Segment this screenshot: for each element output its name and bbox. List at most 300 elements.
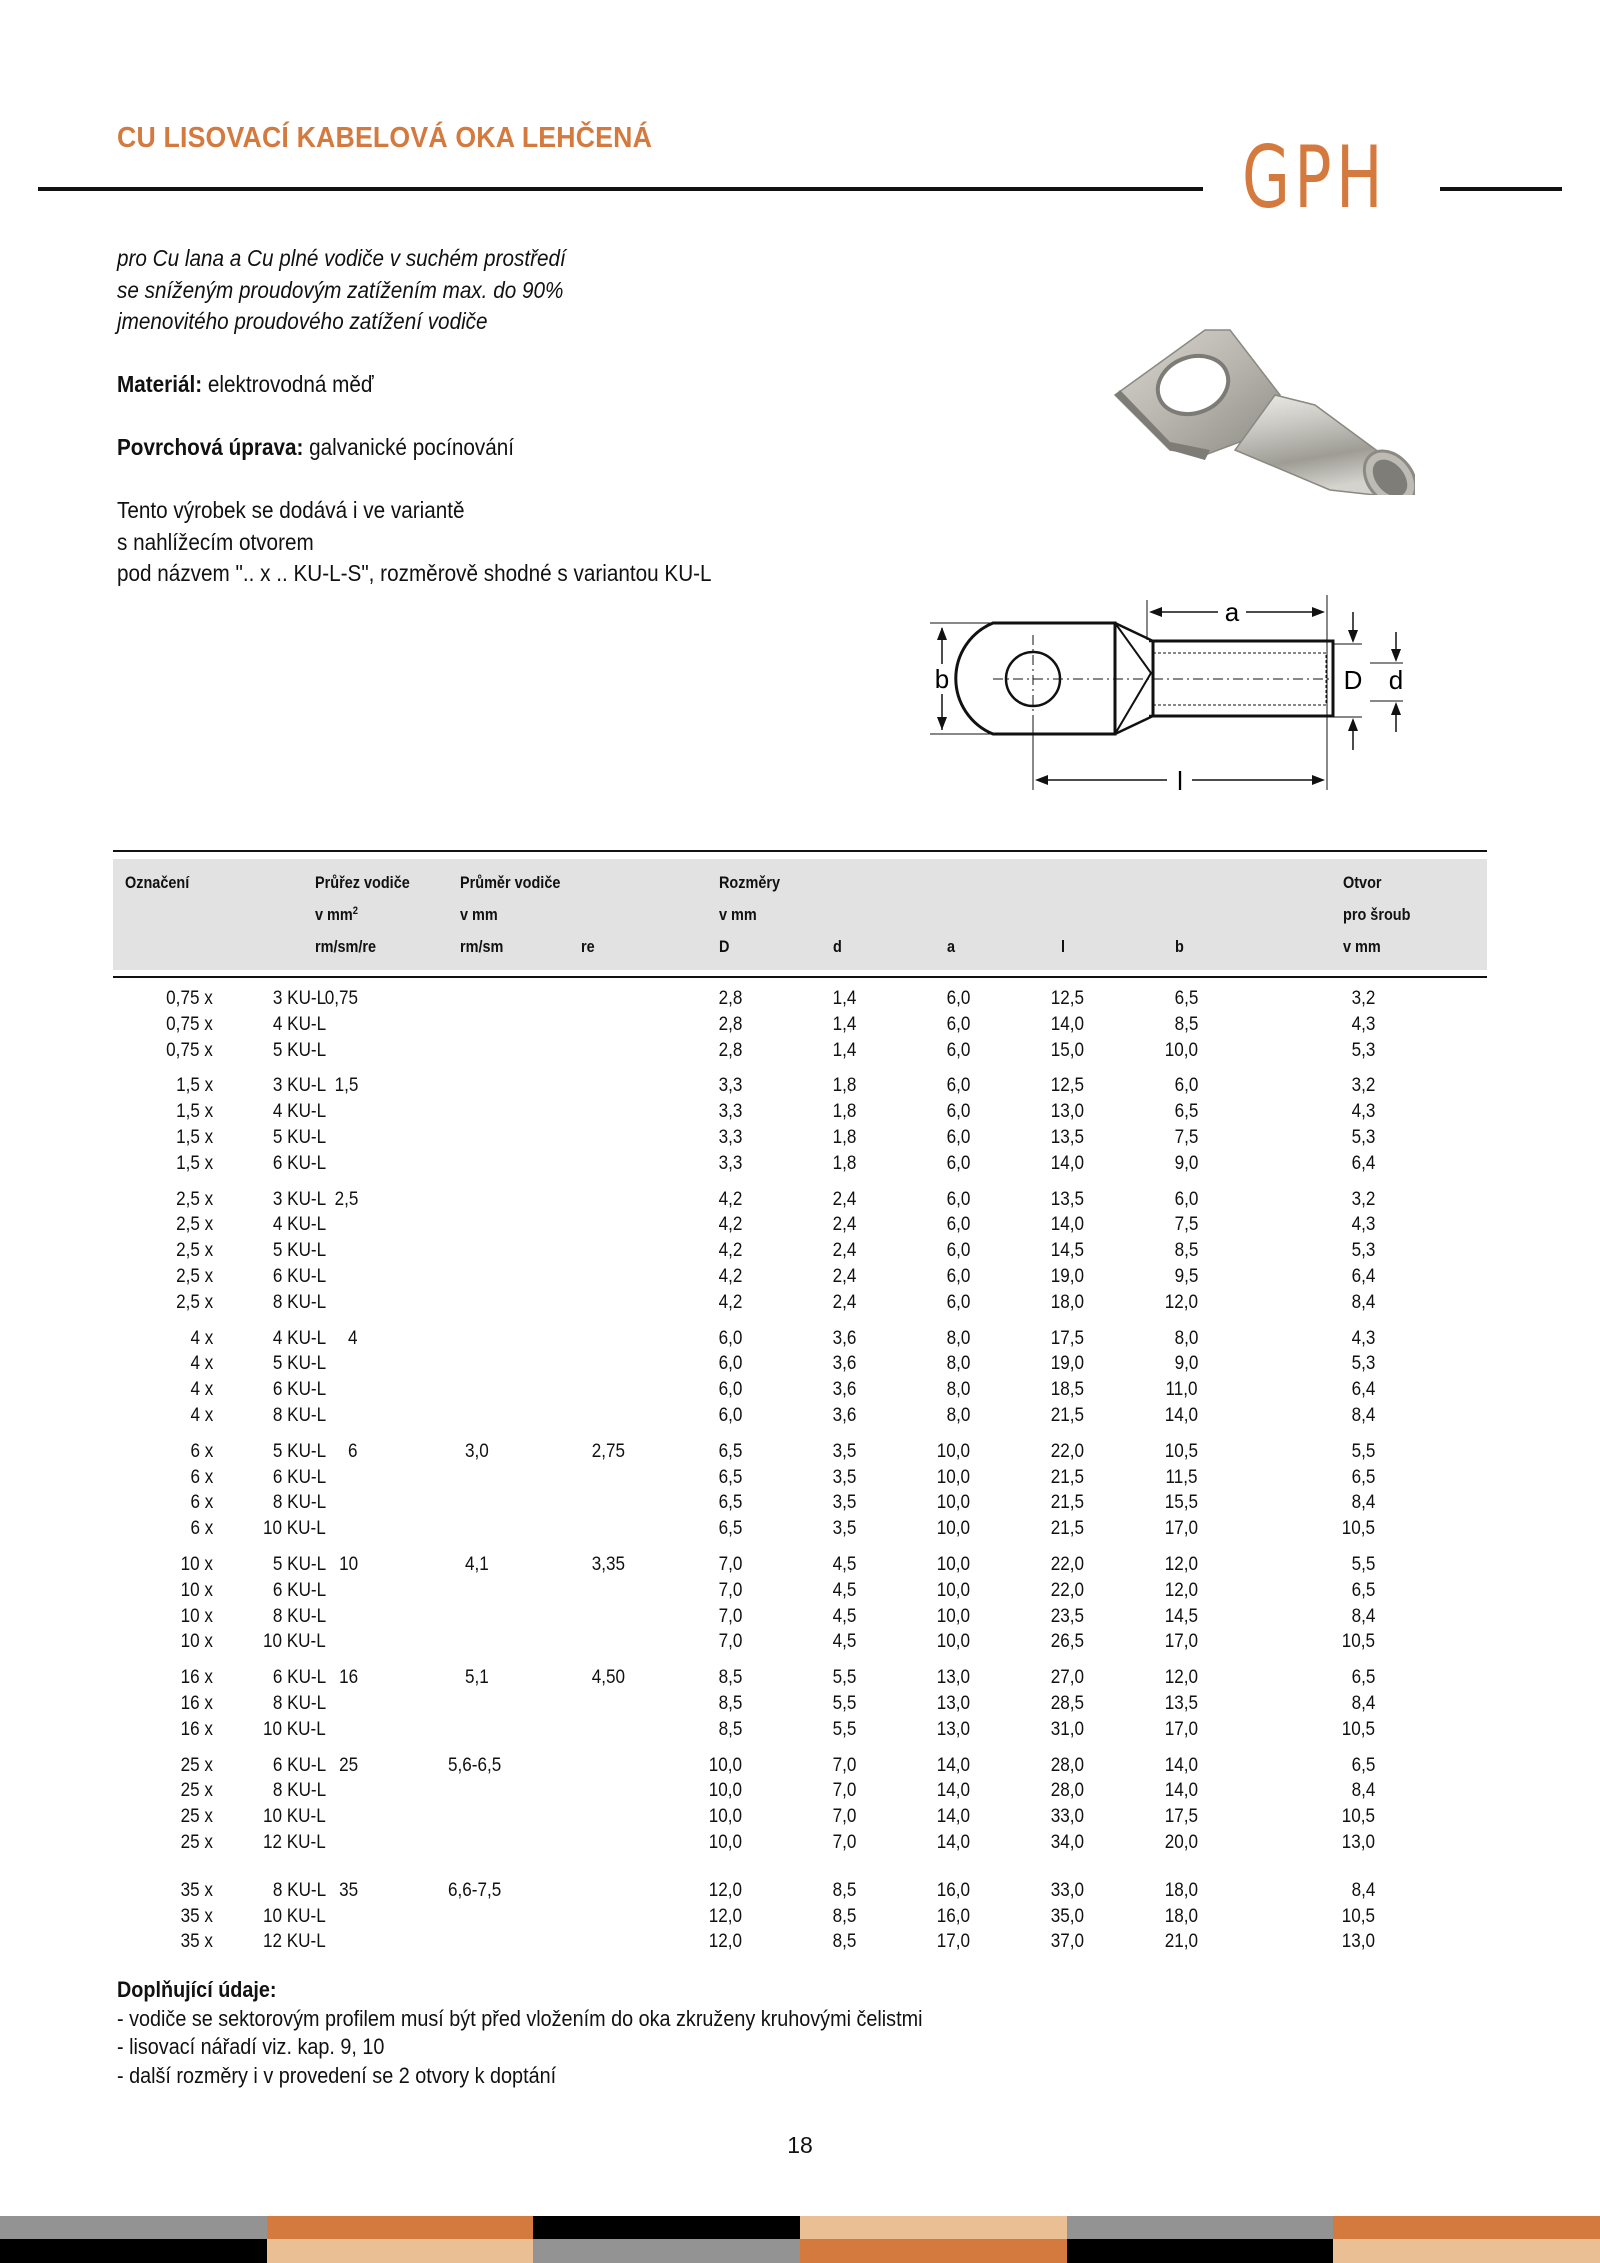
cell-a [900, 1753, 970, 1779]
cell-d [786, 1465, 856, 1491]
cell-cross-section [308, 986, 358, 1012]
cell-b-text: 17,0 [1164, 1518, 1198, 1540]
cell-l-text: 21,5 [1050, 1518, 1084, 1540]
cell-b-text: 13,5 [1164, 1692, 1198, 1714]
cell-designation-size [113, 1604, 213, 1630]
unit-superscript: 2 [352, 905, 358, 917]
cell-a-text: 16,0 [936, 1905, 970, 1927]
cell-b [1128, 1326, 1198, 1352]
cell-a-text: 6,0 [946, 1240, 970, 1262]
cell-d-text: 8,5 [832, 1931, 856, 1953]
cell-hole [1305, 986, 1375, 1012]
cell-d-text: 5,5 [832, 1718, 856, 1740]
cell-b [1128, 1929, 1198, 1955]
cell-l-text: 14,5 [1050, 1240, 1084, 1262]
cell-hole [1305, 1377, 1375, 1403]
cell-designation-size-text: 0,75 x [166, 988, 213, 1009]
table-row [113, 1403, 1487, 1429]
cell-b [1128, 1465, 1198, 1491]
cell-a [900, 1403, 970, 1429]
cell-D-text: 7,0 [718, 1579, 742, 1601]
cell-l [1014, 1187, 1084, 1213]
table-header-rule [113, 976, 1487, 978]
cell-designation-size-text: 10 x [180, 1631, 213, 1653]
cell-l-text: 22,0 [1050, 1553, 1084, 1575]
cable-lug-dimension-diagram [900, 580, 1420, 795]
cell-b [1128, 1604, 1198, 1630]
cell-cross-section-text: 35 [338, 1879, 358, 1901]
cell-D [672, 1830, 742, 1856]
cell-diameter-rmsm [413, 1878, 543, 1904]
table-row [113, 1516, 1487, 1542]
cell-hole [1305, 1465, 1375, 1491]
cell-diameter-re [573, 1552, 625, 1578]
cell-D-text: 6,5 [718, 1518, 742, 1540]
cell-a-text: 14,0 [936, 1780, 970, 1802]
cell-d [786, 1552, 856, 1578]
material-value: elektrovodná měď [202, 371, 374, 397]
cell-d [786, 1439, 856, 1465]
cell-a-text: 6,0 [946, 1265, 970, 1287]
diagram-label-D: D [1343, 665, 1363, 695]
cell-hole [1305, 1439, 1375, 1465]
cell-D-text: 4,2 [718, 1265, 742, 1287]
cell-designation-size-text: 25 x [180, 1754, 213, 1776]
cell-D [672, 1878, 742, 1904]
cell-d [786, 1753, 856, 1779]
cell-b [1128, 1038, 1198, 1064]
cell-D [672, 1377, 742, 1403]
cell-designation-type-text: 10 KU-L [263, 1718, 326, 1740]
table-row [113, 1878, 1487, 1904]
cell-diameter-rmsm [413, 1552, 543, 1578]
cell-designation-size-text: 4 x [190, 1379, 213, 1401]
cell-designation-size [113, 1212, 213, 1238]
cell-D [672, 986, 742, 1012]
cell-designation-size [113, 1691, 213, 1717]
cell-designation-type [218, 1830, 326, 1856]
cell-b-text: 8,0 [1174, 1327, 1198, 1349]
cell-D [672, 1465, 742, 1491]
cell-hole-text: 8,4 [1351, 1879, 1375, 1901]
cell-cross-section [308, 1665, 358, 1691]
color-block [1067, 2239, 1334, 2263]
cell-D [672, 1691, 742, 1717]
cell-d-text: 7,0 [832, 1780, 856, 1802]
cell-D [672, 1187, 742, 1213]
cell-d [786, 1830, 856, 1856]
cell-b [1128, 1804, 1198, 1830]
cell-diameter-rmsm [413, 1439, 543, 1465]
cell-hole-text: 5,3 [1351, 1353, 1375, 1375]
cell-a-text: 10,0 [936, 1631, 970, 1653]
cell-D-text: 12,0 [708, 1905, 742, 1927]
cell-D-text: 6,0 [718, 1379, 742, 1401]
cell-a [900, 1439, 970, 1465]
cell-l [1014, 1717, 1084, 1743]
cell-designation-size-text: 6 x [190, 1492, 213, 1514]
cell-designation-type [218, 1604, 326, 1630]
cell-diameter-re-text: 3,35 [591, 1553, 625, 1575]
cell-a [900, 1552, 970, 1578]
table-row [113, 1377, 1487, 1403]
cell-diameter-rmsm-text: 6,6-7,5 [448, 1879, 502, 1901]
cell-D [672, 1552, 742, 1578]
cell-b [1128, 1403, 1198, 1429]
cell-D-text: 2,8 [718, 1039, 742, 1061]
cell-d [786, 1717, 856, 1743]
cell-l-text: 14,0 [1050, 1152, 1084, 1174]
intro-text [117, 243, 877, 621]
cell-D-text: 10,0 [708, 1806, 742, 1828]
cell-designation-type-text: 8 KU-L [272, 1780, 326, 1802]
cell-b [1128, 1552, 1198, 1578]
cell-l [1014, 1665, 1084, 1691]
cell-hole [1305, 1629, 1375, 1655]
header-col-a: a [947, 937, 956, 956]
cell-designation-type-text: 10 KU-L [263, 1806, 326, 1828]
cell-designation-type [218, 1516, 326, 1542]
cell-designation-type [218, 1099, 326, 1125]
cell-hole [1305, 1665, 1375, 1691]
cell-l-text: 18,5 [1050, 1379, 1084, 1401]
cell-b-text: 11,0 [1165, 1379, 1198, 1401]
cell-d [786, 1490, 856, 1516]
cell-d-text: 2,4 [832, 1188, 856, 1210]
cell-diameter-re [573, 1326, 625, 1352]
cell-l [1014, 986, 1084, 1012]
cell-l-text: 33,0 [1050, 1879, 1084, 1901]
cell-d [786, 1516, 856, 1542]
cell-designation-type [218, 1351, 326, 1377]
cell-d [786, 1904, 856, 1930]
cell-b [1128, 1187, 1198, 1213]
cell-l-text: 15,0 [1050, 1039, 1084, 1061]
cell-l-text: 26,5 [1050, 1631, 1084, 1653]
group-spacer [113, 1542, 1487, 1552]
cell-designation-type [218, 1904, 326, 1930]
cell-l [1014, 1552, 1084, 1578]
surface-line [117, 432, 801, 464]
cell-designation-size-text: 2,5 x [175, 1240, 213, 1262]
cell-designation-type-text: 6 KU-L [272, 1466, 326, 1488]
cell-l [1014, 1691, 1084, 1717]
cell-diameter-re [573, 1187, 625, 1213]
variant-line: s nahlížecím otvorem [117, 528, 314, 555]
cell-a [900, 1326, 970, 1352]
cell-cross-section [308, 1878, 358, 1904]
variant-line: pod názvem ".. x .. KU-L-S", rozměrově shodné s variantou KU-L [117, 560, 712, 586]
cell-hole-text: 10,5 [1341, 1905, 1375, 1927]
cell-b-text: 14,5 [1164, 1605, 1198, 1627]
cell-cross-section-text: 4 [348, 1327, 358, 1349]
cell-hole-text: 13,0 [1341, 1831, 1375, 1853]
header-cross-section-type: rm/sm/re [315, 937, 377, 956]
cell-b-text: 9,0 [1174, 1353, 1198, 1375]
cell-a [900, 1490, 970, 1516]
cell-D-text: 10,0 [708, 1754, 742, 1776]
cell-a-text: 6,0 [946, 1291, 970, 1313]
cell-D-text: 10,0 [708, 1831, 742, 1853]
cell-a [900, 1904, 970, 1930]
cell-hole [1305, 1073, 1375, 1099]
cell-a-text: 14,0 [936, 1806, 970, 1828]
diagram-label-l: l [1177, 766, 1183, 795]
table-row [113, 1629, 1487, 1655]
cell-diameter-rmsm-text: 5,1 [464, 1667, 489, 1689]
cell-designation-size [113, 1665, 213, 1691]
cell-D [672, 1212, 742, 1238]
group-spacer [113, 1743, 1487, 1753]
cell-a [900, 1578, 970, 1604]
cell-designation-type [218, 1238, 326, 1264]
cell-designation-size [113, 1629, 213, 1655]
cell-l-text: 22,0 [1050, 1440, 1084, 1462]
cell-designation-size [113, 1351, 213, 1377]
intro-line: pro Cu lana a Cu plné vodiče v suchém prostředí [117, 245, 566, 271]
cell-l [1014, 1753, 1084, 1779]
cell-l-text: 27,0 [1050, 1667, 1084, 1689]
cell-designation-size [113, 1125, 213, 1151]
cell-a-text: 10,0 [936, 1579, 970, 1601]
cell-D [672, 1490, 742, 1516]
note-item: - další rozměry i v provedení se 2 otvory k doptání [117, 2062, 557, 2088]
cell-d [786, 986, 856, 1012]
cell-hole [1305, 1012, 1375, 1038]
product-table [113, 850, 1487, 1955]
cell-d [786, 1351, 856, 1377]
cell-b [1128, 1878, 1198, 1904]
cell-D [672, 1125, 742, 1151]
cell-designation-size-text: 6 x [190, 1518, 213, 1540]
cell-hole-text: 4,3 [1351, 1327, 1375, 1349]
surface-value: galvanické pocínování [303, 434, 514, 460]
color-block [800, 2239, 1067, 2263]
cell-d-text: 2,4 [832, 1265, 856, 1287]
group-spacer [113, 1655, 1487, 1665]
cell-diameter-rmsm-text: 4,1 [464, 1553, 489, 1575]
cell-a-text: 6,0 [946, 1101, 970, 1123]
cell-D [672, 1604, 742, 1630]
cell-D-text: 6,5 [718, 1492, 742, 1514]
cell-l [1014, 1439, 1084, 1465]
cell-l-text: 13,5 [1050, 1188, 1084, 1210]
cell-b [1128, 1238, 1198, 1264]
color-block [1333, 2216, 1600, 2239]
cell-designation-type [218, 1778, 326, 1804]
cell-D [672, 1804, 742, 1830]
cell-designation-size-text: 35 x [180, 1879, 213, 1901]
cell-a [900, 1038, 970, 1064]
cell-a [900, 1212, 970, 1238]
cell-D [672, 1012, 742, 1038]
cell-b-text: 12,0 [1164, 1291, 1198, 1313]
cell-designation-size [113, 1717, 213, 1743]
cell-a [900, 1377, 970, 1403]
cell-designation-type-text: 6 KU-L [272, 1265, 326, 1287]
table-header [113, 859, 1487, 970]
cell-b-text: 7,5 [1174, 1126, 1198, 1148]
cell-b-text: 15,5 [1164, 1492, 1198, 1514]
cell-designation-type-text: 8 KU-L [272, 1404, 326, 1426]
cell-hole [1305, 1753, 1375, 1779]
cell-designation-type-text: 5 KU-L [272, 1126, 326, 1148]
cell-hole-text: 5,3 [1351, 1240, 1375, 1262]
cell-hole [1305, 1187, 1375, 1213]
cell-hole-text: 3,2 [1351, 988, 1375, 1009]
cell-a [900, 1929, 970, 1955]
header-hole-sub: pro šroub [1343, 905, 1411, 924]
cell-hole [1305, 1264, 1375, 1290]
cell-hole-text: 8,4 [1351, 1692, 1375, 1714]
cell-l [1014, 1904, 1084, 1930]
group-spacer [113, 1429, 1487, 1439]
cell-diameter-re [573, 1439, 625, 1465]
table-row [113, 1099, 1487, 1125]
cell-b-text: 12,0 [1164, 1553, 1198, 1575]
group-spacer [113, 1177, 1487, 1187]
table-row [113, 1904, 1487, 1930]
cell-a [900, 1878, 970, 1904]
cell-l-text: 14,0 [1050, 1214, 1084, 1236]
cell-b [1128, 1212, 1198, 1238]
cell-l [1014, 1929, 1084, 1955]
cell-l-text: 13,0 [1050, 1101, 1084, 1123]
cell-d-text: 8,5 [832, 1905, 856, 1927]
cell-b [1128, 1578, 1198, 1604]
table-row [113, 1578, 1487, 1604]
cell-l-text: 14,0 [1050, 1013, 1084, 1035]
cell-b-text: 21,0 [1164, 1931, 1198, 1953]
cell-D [672, 1439, 742, 1465]
cell-hole [1305, 1326, 1375, 1352]
table-body [113, 986, 1487, 1955]
cell-b-text: 18,0 [1164, 1905, 1198, 1927]
cell-a [900, 986, 970, 1012]
cell-diameter-rmsm [413, 1187, 543, 1213]
unit-text: v mm [315, 905, 353, 924]
cell-designation-size [113, 986, 213, 1012]
cell-D [672, 1151, 742, 1177]
table-row [113, 1753, 1487, 1779]
cell-designation-type-text: 3 KU-L [272, 1075, 326, 1097]
cell-d [786, 1878, 856, 1904]
cell-l-text: 12,5 [1050, 988, 1084, 1009]
cell-hole [1305, 1830, 1375, 1856]
cell-d-text: 3,6 [832, 1353, 856, 1375]
cell-a-text: 14,0 [936, 1831, 970, 1853]
cell-cross-section [308, 1073, 358, 1099]
cell-hole [1305, 1516, 1375, 1542]
cell-designation-size-text: 10 x [180, 1605, 213, 1627]
cell-D-text: 7,0 [718, 1631, 742, 1653]
cell-D-text: 6,5 [718, 1440, 742, 1462]
cell-l [1014, 1099, 1084, 1125]
cell-designation-type-text: 5 KU-L [272, 1553, 326, 1575]
cell-a-text: 6,0 [946, 1214, 970, 1236]
cell-designation-size [113, 1038, 213, 1064]
cell-d [786, 1629, 856, 1655]
cell-D [672, 1038, 742, 1064]
cell-a [900, 1290, 970, 1316]
cell-d-text: 1,4 [832, 1013, 856, 1035]
cell-D [672, 1238, 742, 1264]
cell-D [672, 1717, 742, 1743]
cell-hole-text: 8,4 [1351, 1780, 1375, 1802]
cell-hole-text: 10,5 [1341, 1518, 1375, 1540]
cell-hole [1305, 1717, 1375, 1743]
cell-a [900, 1516, 970, 1542]
cell-D-text: 3,3 [718, 1152, 742, 1174]
header-cross-section-unit [315, 905, 358, 925]
cell-designation-type-text: 10 KU-L [263, 1631, 326, 1653]
cell-d [786, 1665, 856, 1691]
cell-b [1128, 1012, 1198, 1038]
cell-D-text: 8,5 [718, 1692, 742, 1714]
cell-designation-size-text: 4 x [190, 1404, 213, 1426]
cell-designation-size [113, 1778, 213, 1804]
cell-D [672, 1264, 742, 1290]
header-dimensions: Rozměry [719, 873, 781, 892]
cell-l-text: 31,0 [1050, 1718, 1084, 1740]
color-block [1067, 2216, 1334, 2239]
cell-designation-size-text: 1,5 x [175, 1152, 213, 1174]
table-row [113, 1212, 1487, 1238]
cell-designation-type [218, 1403, 326, 1429]
additional-notes [117, 1976, 1012, 2090]
cell-a-text: 17,0 [936, 1931, 970, 1953]
cell-designation-type-text: 6 KU-L [272, 1754, 326, 1776]
cell-designation-type [218, 1125, 326, 1151]
cell-cross-section-text: 10 [338, 1553, 358, 1575]
cell-hole [1305, 1804, 1375, 1830]
diagram-label-b: b [934, 664, 950, 694]
table-row [113, 1604, 1487, 1630]
cell-l-text: 28,5 [1050, 1692, 1084, 1714]
cell-a-text: 8,0 [946, 1353, 970, 1375]
cell-designation-type [218, 1691, 326, 1717]
cell-b [1128, 1264, 1198, 1290]
cell-designation-type [218, 1264, 326, 1290]
cell-l [1014, 1465, 1084, 1491]
cell-D [672, 1099, 742, 1125]
cell-designation-size-text: 16 x [180, 1718, 213, 1740]
cell-b [1128, 1778, 1198, 1804]
cell-a [900, 1465, 970, 1491]
cell-d [786, 1326, 856, 1352]
cell-b-text: 6,5 [1174, 988, 1198, 1009]
cell-hole [1305, 1290, 1375, 1316]
cell-l-text: 21,5 [1050, 1404, 1084, 1426]
cell-d [786, 1403, 856, 1429]
cell-designation-size [113, 1439, 213, 1465]
cell-designation-type [218, 1578, 326, 1604]
header-diameter-unit: v mm [460, 905, 498, 924]
cell-designation-type-text: 3 KU-L [272, 988, 326, 1009]
cell-hole-text: 8,4 [1351, 1291, 1375, 1313]
cell-l [1014, 1604, 1084, 1630]
cell-designation-size [113, 1238, 213, 1264]
gph-logo: GPH [1242, 128, 1387, 228]
cell-hole [1305, 1552, 1375, 1578]
cell-l [1014, 1073, 1084, 1099]
cell-designation-size [113, 1904, 213, 1930]
table-row [113, 1238, 1487, 1264]
cell-D-text: 7,0 [718, 1553, 742, 1575]
cell-hole-text: 3,2 [1351, 1188, 1375, 1210]
cell-cross-section [308, 1552, 358, 1578]
cell-designation-size-text: 0,75 x [166, 1039, 213, 1061]
